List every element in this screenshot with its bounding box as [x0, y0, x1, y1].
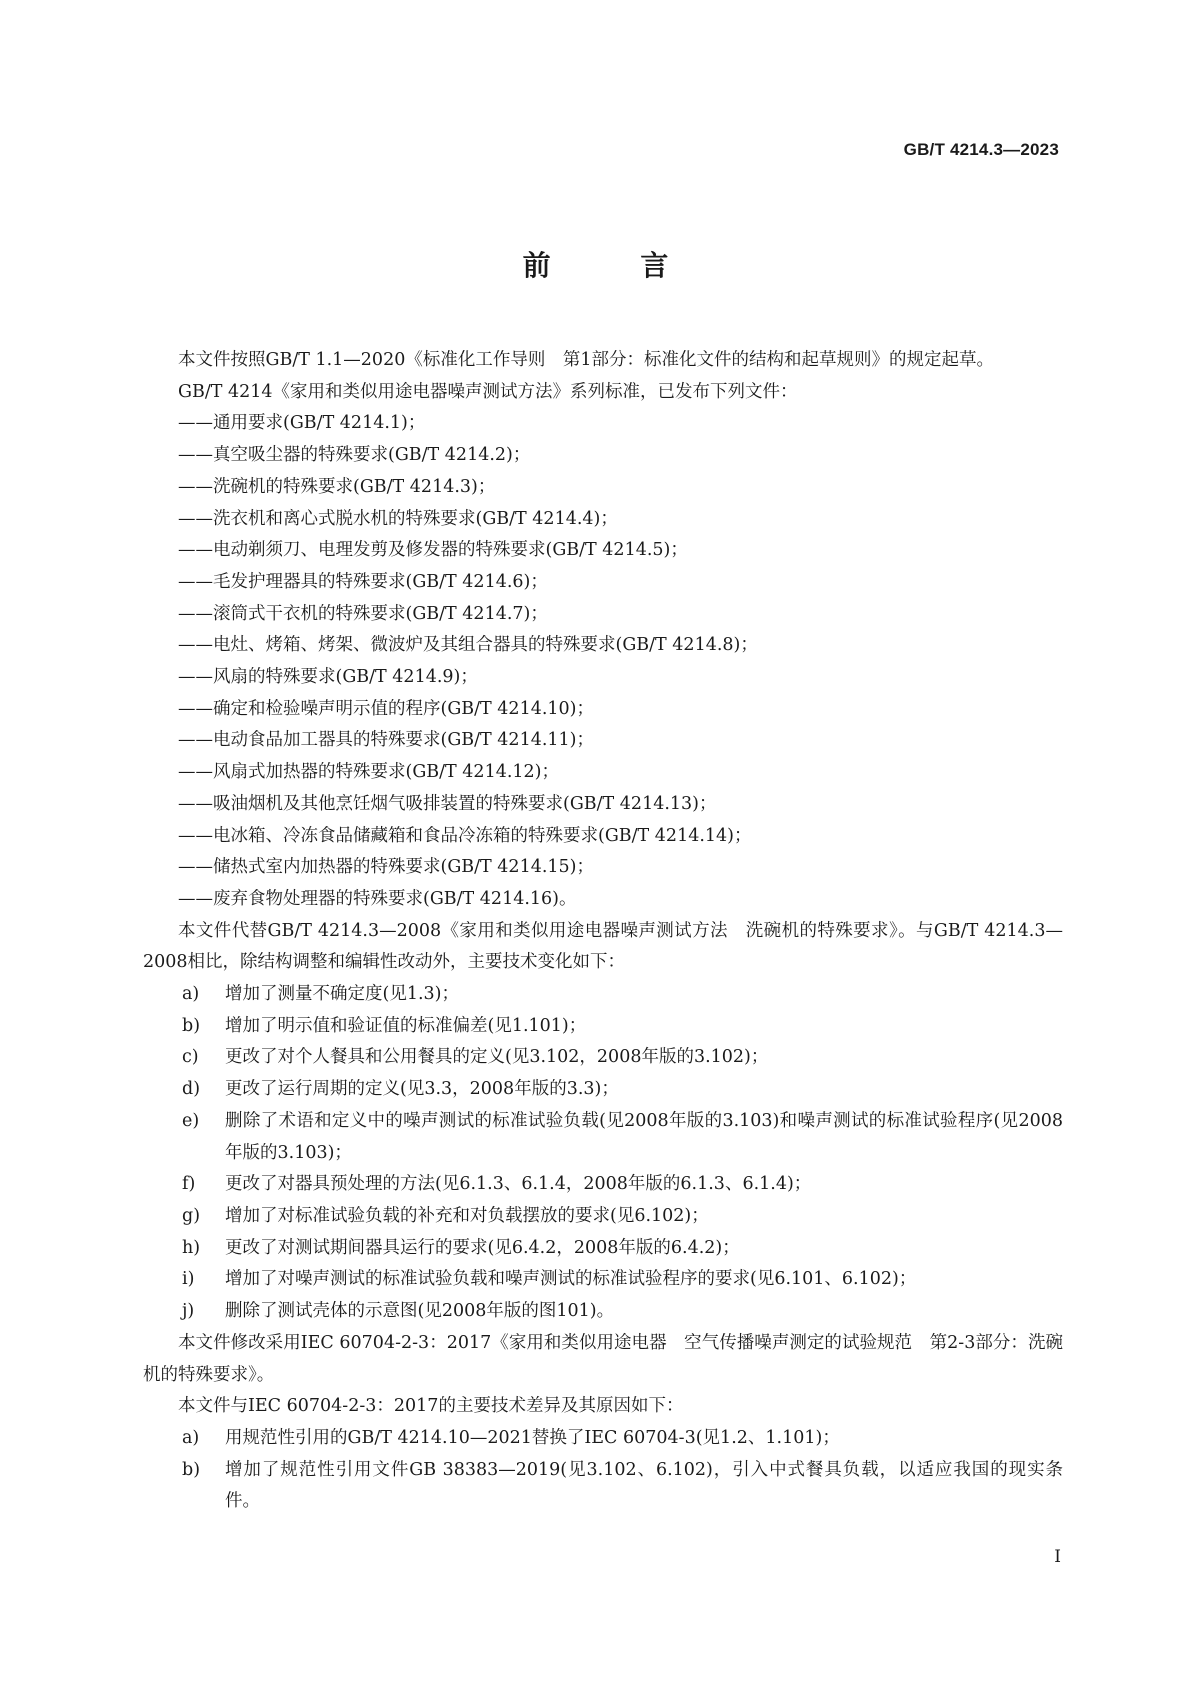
- list-item: ——风扇的特殊要求(GB/T 4214.9)；: [178, 667, 478, 688]
- list-marker: h): [182, 1237, 201, 1258]
- list-item: ——电灶、烤箱、烤架、微波炉及其组合器具的特殊要求(GB/T 4214.8)；: [178, 635, 758, 656]
- list-item: ——真空吸尘器的特殊要求(GB/T 4214.2)；: [178, 445, 531, 466]
- list-item: [143, 1423, 1063, 1455]
- list-text: 用规范性引用的GB/T 4214.10—2021替换了IEC 60704-3(见1.2、1.101)；: [225, 1427, 840, 1448]
- list-item: [143, 1201, 1063, 1233]
- list-marker: b): [182, 1015, 201, 1036]
- list-text: 增加了规范性引用文件GB 38383—2019(见3.102、6.102)，引入中式餐具负载，以适应我国的现实条件。: [225, 1459, 1063, 1512]
- list-text: 删除了术语和定义中的噪声测试的标准试验负载(见2008年版的3.103)和噪声测试的标准试验程序(见2008年版的3.103)；: [225, 1110, 1063, 1163]
- paragraph-differences-intro: 本文件与IEC 60704-2-3：2017的主要技术差异及其原因如下：: [178, 1396, 684, 1417]
- list-item: ——确定和检验噪声明示值的程序(GB/T 4214.10)；: [178, 698, 594, 719]
- paragraph-replaces: 本文件代替GB/T 4214.3—2008《家用和类似用途电器噪声测试方法 洗碗机的特殊要求》。与GB/T 4214.3—2008相比，除结构调整和编辑性改动外，主要技术变化如下：: [143, 920, 1063, 973]
- list-item: [143, 1233, 1063, 1265]
- list-item: ——电动食品加工器具的特殊要求(GB/T 4214.11)；: [178, 730, 594, 751]
- list-marker: g): [182, 1205, 201, 1226]
- standard-code: GB/T 4214.3—2023: [903, 140, 1059, 159]
- list-item: [143, 1074, 1063, 1106]
- list-text: 更改了对测试期间器具运行的要求(见6.4.2，2008年版的6.4.2)；: [225, 1237, 740, 1258]
- paragraph-adoption: 本文件修改采用IEC 60704-2-3：2017《家用和类似用途电器 空气传播噪声测定的试验规范 第2-3部分：洗碗机的特殊要求》。: [143, 1332, 1063, 1385]
- list-marker: b): [182, 1459, 201, 1480]
- list-marker: f): [182, 1174, 196, 1195]
- list-text: 更改了对器具预处理的方法(见6.1.3、6.1.4，2008年版的6.1.3、6.1.4)；: [225, 1174, 812, 1195]
- list-item: [143, 1106, 1063, 1169]
- list-text: 删除了测试壳体的示意图(见2008年版的图101)。: [225, 1301, 615, 1322]
- list-marker: c): [182, 1047, 199, 1068]
- list-marker: i): [182, 1269, 195, 1290]
- page-title: 前 言: [522, 249, 709, 282]
- list-item: [143, 1296, 1063, 1328]
- list-marker: e): [182, 1110, 200, 1131]
- differences-list: [143, 1423, 1063, 1518]
- paragraph-series-intro: GB/T 4214《家用和类似用途电器噪声测试方法》系列标准，已发布下列文件：: [178, 381, 798, 402]
- list-item: [143, 1011, 1063, 1043]
- page-number: I: [1054, 1547, 1061, 1567]
- series-list: [143, 408, 1063, 915]
- list-item: [143, 1455, 1063, 1518]
- list-marker: d): [182, 1079, 201, 1100]
- list-item: ——毛发护理器具的特殊要求(GB/T 4214.6)；: [178, 571, 548, 592]
- list-item: ——洗衣机和离心式脱水机的特殊要求(GB/T 4214.4)；: [178, 508, 618, 529]
- list-item: ——电动剃须刀、电理发剪及修发器的特殊要求(GB/T 4214.5)；: [178, 540, 688, 561]
- list-marker: a): [182, 1427, 200, 1448]
- list-item: [143, 1042, 1063, 1074]
- list-marker: j): [182, 1301, 195, 1322]
- list-marker: a): [182, 984, 200, 1005]
- changes-list: [143, 979, 1063, 1328]
- list-item: ——储热式室内加热器的特殊要求(GB/T 4214.15)；: [178, 857, 594, 878]
- list-item: ——洗碗机的特殊要求(GB/T 4214.3)；: [178, 476, 496, 497]
- list-text: 增加了对标准试验负载的补充和对负载摆放的要求(见6.102)；: [225, 1205, 709, 1226]
- list-text: 增加了对噪声测试的标准试验负载和噪声测试的标准试验程序的要求(见6.101、6.102)；: [225, 1269, 917, 1290]
- foreword-body: [143, 345, 1063, 1518]
- list-item: ——废弃食物处理器的特殊要求(GB/T 4214.16)。: [178, 888, 577, 909]
- list-text: 增加了明示值和验证值的标准偏差(见1.101)；: [225, 1015, 587, 1036]
- list-item: [143, 1264, 1063, 1296]
- list-text: 增加了测量不确定度(见1.3)；: [225, 984, 459, 1005]
- list-item: ——通用要求(GB/T 4214.1)；: [178, 413, 426, 434]
- list-item: [143, 979, 1063, 1011]
- list-item: ——吸油烟机及其他烹饪烟气吸排装置的特殊要求(GB/T 4214.13)；: [178, 793, 717, 814]
- list-text: 更改了运行周期的定义(见3.3，2008年版的3.3)；: [225, 1079, 619, 1100]
- list-item: [143, 1169, 1063, 1201]
- list-text: 更改了对个人餐具和公用餐具的定义(见3.102，2008年版的3.102)；: [225, 1047, 769, 1068]
- paragraph-drafting-rules: 本文件按照GB/T 1.1—2020《标准化工作导则 第1部分：标准化文件的结构和起草规则》的规定起草。: [178, 350, 994, 370]
- list-item: ——风扇式加热器的特殊要求(GB/T 4214.12)；: [178, 762, 559, 783]
- list-item: ——电冰箱、冷冻食品储藏箱和食品冷冻箱的特殊要求(GB/T 4214.14)；: [178, 825, 752, 846]
- list-item: ——滚筒式干衣机的特殊要求(GB/T 4214.7)；: [178, 603, 548, 624]
